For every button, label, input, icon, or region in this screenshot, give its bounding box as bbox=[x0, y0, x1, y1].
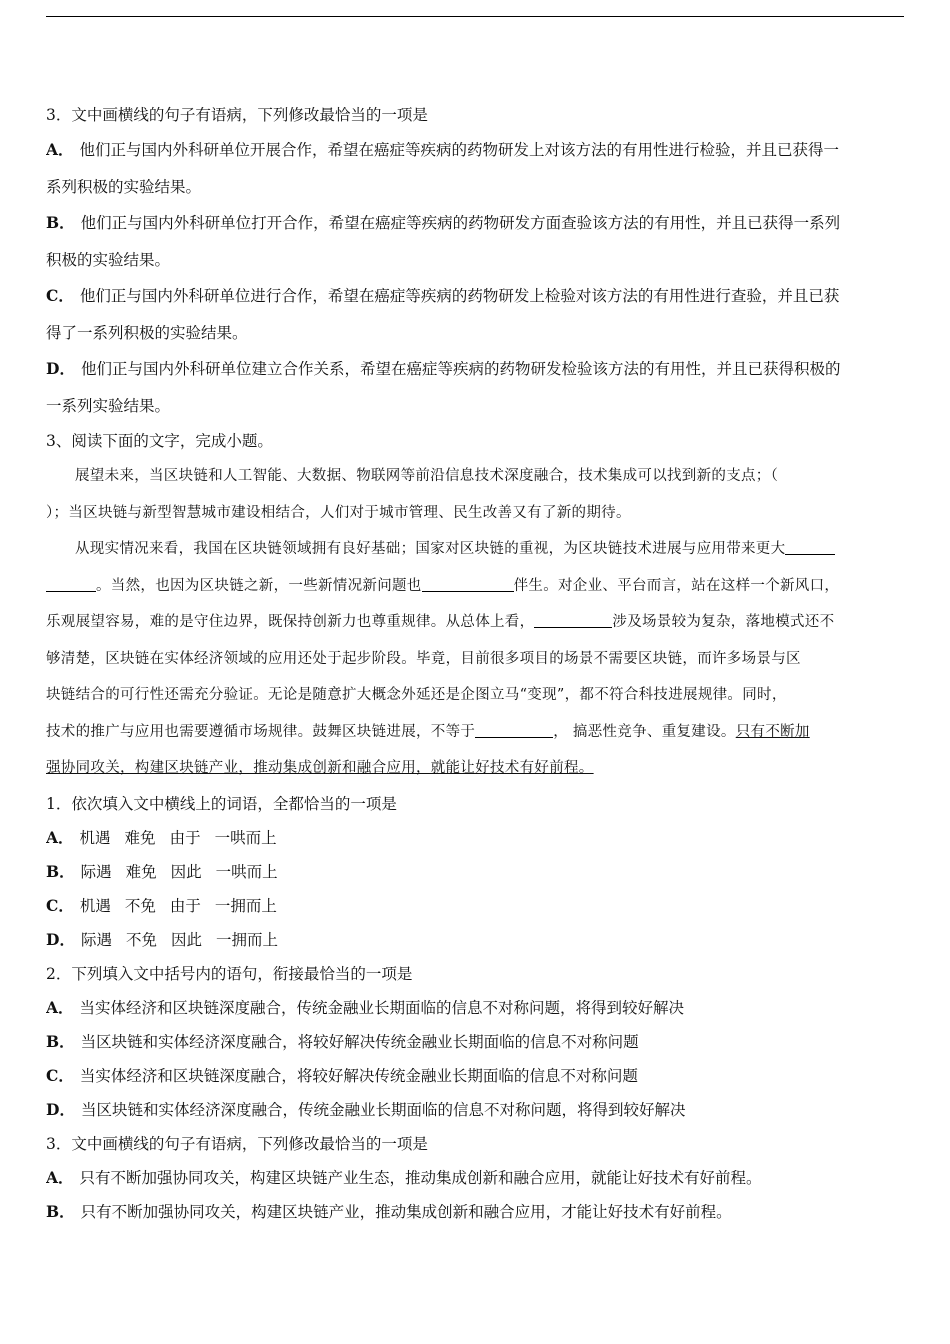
option-word: 机遇 bbox=[79, 828, 111, 847]
option-word: 一哄而上 bbox=[214, 828, 277, 847]
option-label: C． bbox=[46, 895, 74, 915]
passage-line bbox=[46, 604, 904, 641]
option-label: A． bbox=[46, 1167, 74, 1187]
option-a bbox=[46, 821, 904, 855]
option-text: 他们正与国内外科研单位建立合作关系，希望在癌症等疾病的药物研发检验该方法的有用性，并且已获得积极的 bbox=[80, 360, 841, 378]
fill-blank bbox=[46, 576, 96, 592]
option-text: 他们正与国内外科研单位打开合作，希望在癌症等疾病的药物研发方面查验该方法的有用性，并且已获得一系列 bbox=[80, 214, 841, 232]
option-word: 难免 bbox=[125, 862, 157, 881]
passage-line bbox=[46, 750, 904, 787]
option-b bbox=[46, 1025, 904, 1059]
option-label: A． bbox=[46, 827, 74, 847]
option-word: 难免 bbox=[124, 828, 156, 847]
passage-line bbox=[46, 714, 904, 751]
option-text-continued: 系列积极的实验结果。 bbox=[46, 177, 202, 196]
passage-text: 技术的推广与应用也需要遵循市场规律。鼓舞区块链进展，不等于 bbox=[46, 723, 476, 740]
option-label: C． bbox=[46, 1065, 74, 1085]
option-label: A． bbox=[46, 997, 74, 1017]
option-d bbox=[46, 351, 904, 388]
option-word: 际遇 bbox=[80, 862, 112, 881]
underlined-sentence: 只有不断加 bbox=[735, 723, 810, 740]
passage-text: ， 搞恶性竞争、重复建设。 bbox=[553, 723, 736, 740]
option-text-continued: 一系列实验结果。 bbox=[46, 396, 171, 415]
passage-text: 伴生。对企业、平台而言，站在这样一个新风口， bbox=[513, 577, 840, 594]
option-label: D． bbox=[46, 1099, 75, 1119]
passage-text: 涉及场景较为复杂，落地模式还不 bbox=[612, 614, 835, 630]
question-stem: 3．文中画横线的句子有语病，下列修改最恰当的一项是 bbox=[46, 106, 428, 124]
option-word: 因此 bbox=[170, 862, 202, 881]
option-word: 不免 bbox=[124, 896, 156, 915]
option-label: B． bbox=[46, 213, 75, 232]
passage-line: 块链结合的可行性还需充分验证。无论是随意扩大概念外延还是企图立马“变现”，都不符合科技进展规律。同时， bbox=[46, 687, 787, 703]
option-word: 由于 bbox=[169, 828, 201, 847]
option-text: 当实体经济和区块链深度融合，将较好解决传统金融业长期面临的信息不对称问题 bbox=[79, 1066, 638, 1085]
option-label: B． bbox=[46, 861, 75, 881]
option-word: 一拥而上 bbox=[216, 930, 279, 949]
header-rule bbox=[46, 16, 904, 17]
underlined-sentence: 强协同攻关，构建区块链产业，推动集成创新和融合应用，就能让好技术有好前程。 bbox=[46, 760, 594, 776]
question-stem: 1．依次填入文中横线上的词语，全都恰当的一项是 bbox=[46, 794, 397, 813]
passage-text: 从现实情况来看，我国在区块链领域拥有良好基础；国家对区块链的重视，为区块链技术进展与应用带来更大 bbox=[75, 541, 786, 557]
option-text: 当区块链和实体经济深度融合，将较好解决传统金融业长期面临的信息不对称问题 bbox=[80, 1032, 639, 1051]
passage-line bbox=[46, 531, 904, 568]
option-label: B． bbox=[46, 1031, 75, 1051]
option-word: 一哄而上 bbox=[215, 862, 278, 881]
option-word: 因此 bbox=[170, 930, 202, 949]
option-word: 一拥而上 bbox=[214, 896, 277, 915]
passage-text: 乐观展望容易，难的是守住边界，既保持创新力也尊重规律。从总体上看， bbox=[46, 614, 535, 630]
passage-text: 。当然，也因为区块链之新，一些新情况新问题也 bbox=[96, 577, 422, 594]
option-text: 当区块链和实体经济深度融合，传统金融业长期面临的信息不对称问题，将得到较好解决 bbox=[80, 1100, 686, 1119]
option-a bbox=[46, 991, 904, 1025]
question-stem: 3．文中画横线的句子有语病，下列修改最恰当的一项是 bbox=[46, 1134, 428, 1153]
passage-line: 够清楚，区块链在实体经济领域的应用还处于起步阶段。毕竟，目前很多项目的场景不需要区块链，而许多场景与区 bbox=[46, 650, 801, 667]
option-c bbox=[46, 889, 904, 923]
option-word: 际遇 bbox=[80, 930, 112, 949]
option-a bbox=[46, 1161, 904, 1195]
option-label: D． bbox=[46, 359, 75, 378]
passage-line: ）；当区块链与新型智慧城市建设相结合，人们对于城市管理、民生改善又有了新的期待。 bbox=[46, 504, 631, 521]
document-body bbox=[46, 98, 904, 1229]
fill-blank bbox=[422, 576, 514, 592]
option-a bbox=[46, 132, 904, 169]
option-text: 只有不断加强协同攻关，构建区块链产业，推动集成创新和融合应用，才能让好技术有好前程。 bbox=[80, 1202, 732, 1221]
option-word: 不免 bbox=[125, 930, 157, 949]
option-text: 只有不断加强协同攻关，构建区块链产业生态，推动集成创新和融合应用，就能让好技术有好前程。 bbox=[79, 1168, 762, 1187]
option-b bbox=[46, 1195, 904, 1229]
option-label: A． bbox=[46, 140, 74, 159]
option-label: D． bbox=[46, 929, 75, 949]
option-d bbox=[46, 1093, 904, 1127]
option-text: 他们正与国内外科研单位开展合作，希望在癌症等疾病的药物研发上对该方法的有用性进行检验，并且已获得一 bbox=[79, 141, 840, 159]
option-b bbox=[46, 205, 904, 242]
option-label: B． bbox=[46, 1201, 75, 1221]
option-text: 他们正与国内外科研单位进行合作，希望在癌症等疾病的药物研发上检验对该方法的有用性进行查验，并且已获 bbox=[79, 287, 840, 305]
option-c bbox=[46, 1059, 904, 1093]
option-b bbox=[46, 855, 904, 889]
question-stem: 2．下列填入文中括号内的语句，衔接最恰当的一项是 bbox=[46, 964, 413, 983]
fill-blank bbox=[785, 540, 835, 556]
reading-passage bbox=[46, 458, 904, 787]
option-text-continued: 积极的实验结果。 bbox=[46, 250, 171, 269]
passage-line: 展望未来，当区块链和人工智能、大数据、物联网等前沿信息技术深度融合，技术集成可以找到新的支点；（ bbox=[75, 468, 779, 484]
option-word: 由于 bbox=[169, 896, 201, 915]
option-d bbox=[46, 923, 904, 957]
section-heading: 3、阅读下面的文字，完成小题。 bbox=[46, 432, 273, 450]
option-label: C． bbox=[46, 286, 74, 305]
option-word: 机遇 bbox=[79, 896, 111, 915]
passage-line bbox=[46, 568, 904, 605]
fill-blank bbox=[534, 613, 612, 629]
option-text: 当实体经济和区块链深度融合，传统金融业长期面临的信息不对称问题，将得到较好解决 bbox=[79, 998, 685, 1017]
option-c bbox=[46, 278, 904, 315]
option-text-continued: 得了一系列积极的实验结果。 bbox=[46, 323, 248, 342]
fill-blank bbox=[475, 722, 553, 738]
